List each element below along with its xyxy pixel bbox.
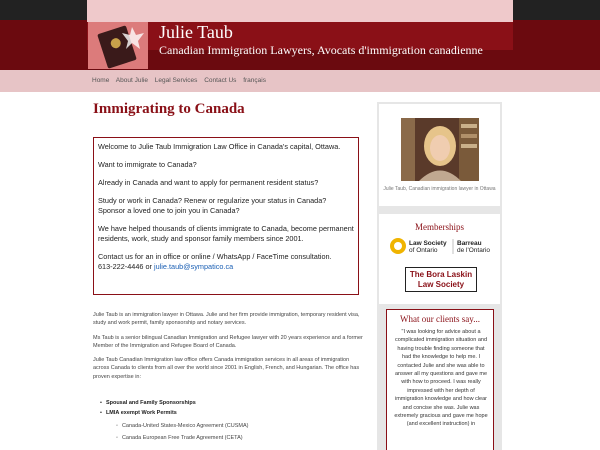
service-lmia: LMIA exempt Work Permits (105, 410, 177, 416)
contact-email-link[interactable]: julie.taub@sympatico.ca (154, 262, 234, 271)
testimonial-quote: "I was looking for advice about a complicated immigration situation and having trouble finding someone that had the knowledge to help me. I contacted Julie and she was able to answer all my questions and gave me with how to proceed. I was really impressed with her depth of immigration knowledge and how clear and concise she was. Julie was extremely gracious and gave me hope (and excellent instruction) in (394, 329, 488, 428)
contact-paragraph (98, 252, 354, 272)
pr-status-question: Already in Canada and want to apply for permanent resident status? (98, 178, 319, 187)
bora-line2: Law Society (417, 280, 465, 289)
nav-francais[interactable]: français (243, 77, 266, 84)
list-item: ◦ Canada-United States-Mexico Agreement (CUSMA) (116, 420, 249, 432)
nav-inner (87, 0, 513, 22)
page-title: Immigrating to Canada (93, 101, 245, 117)
bora-laskin-logo[interactable] (405, 267, 477, 292)
portrait-caption: Julie Taub, Canadian immigration lawyer in Ottawa (383, 186, 496, 192)
julie-taub-portrait (401, 118, 479, 181)
canada-passport-logo (88, 21, 148, 69)
helped-clients-text: We have helped thousands of clients immigrate to Canada, become permanent residents, work, study and sponsor family members since 2001. (98, 224, 354, 243)
intro-paragraph: Julie Taub is an immigration lawyer in Ottawa. Julie and her firm provide immigration, temporary resident visa, study and work permit, family sponsorship and notary services. (93, 312, 360, 327)
list-item (100, 398, 196, 408)
nav-contact-us[interactable]: Contact Us (204, 77, 237, 84)
nav-about-julie[interactable]: About Julie (115, 77, 148, 84)
site-tagline: Canadian Immigration Lawyers, Avocats d'immigration canadienne (159, 43, 483, 57)
service-spousal: Spousal and Family Sponsorships (105, 400, 196, 406)
contact-phone: 613-222-4446 or (98, 262, 152, 271)
services-list (100, 398, 196, 418)
lmia-sublist (116, 420, 249, 444)
immigrate-question: Want to immigrate to Canada? (98, 160, 197, 169)
lso-line2: of Ontario (409, 247, 438, 254)
study-work-question: Study or work in Canada? Renew or regularize your status in Canada? Sponsor a loved one to join you in Canada? (98, 196, 327, 215)
nav-bar (0, 70, 600, 92)
experience-paragraph: Ms Taub is a senior bilingual Canadian Immigration and Refugee lawyer with 20 years experience and a former Member of the Immigration and Refugee Board of Canada. (93, 334, 363, 349)
lso-line1: Law Society (409, 240, 447, 247)
nav-legal-services[interactable]: Legal Services (154, 77, 198, 84)
law-society-ontario-logo[interactable] (389, 236, 495, 256)
welcome-box (93, 137, 359, 295)
services-paragraph: Julie Taub Canadian Immigration law office offers Canada immigration services in all areas of immigration across Canada to clients from all over the world since 2001 in English, French, and Hungarian. The office has proven expertise in: (93, 357, 360, 380)
list-item: ◦ Canada European Free Trade Agreement (CETA) (116, 432, 249, 444)
welcome-text: Welcome to Julie Taub Immigration Law Office in Canada's capital, Ottawa. (98, 142, 341, 151)
testimonial-title: What our clients say... (400, 314, 480, 324)
contact-text: Contact us for an in office or online / WhatsApp / FaceTime consultation. (98, 252, 332, 261)
site-title[interactable]: Julie Taub (159, 22, 233, 42)
lso-fr-line1: Barreau (457, 240, 482, 247)
memberships-title: Memberships (415, 222, 464, 232)
nav-home[interactable]: Home (92, 77, 110, 84)
list-item (100, 408, 196, 418)
body-text (93, 311, 363, 387)
lso-fr-line2: de l'Ontario (457, 247, 491, 254)
main-nav (92, 77, 271, 84)
bora-line1: The Bora Laskin (409, 270, 473, 279)
